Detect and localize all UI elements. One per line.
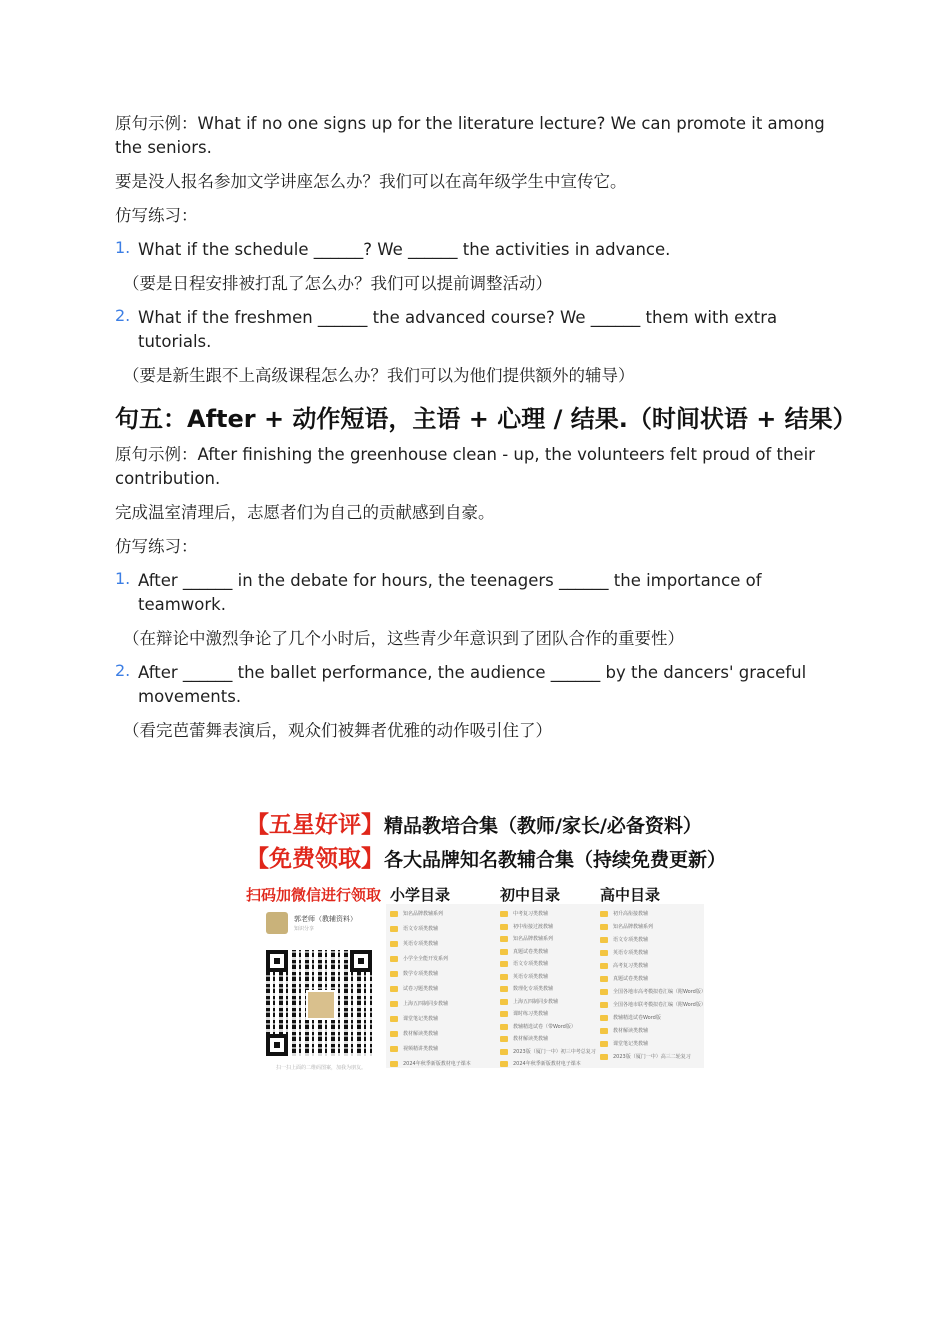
folder-label: 初升高衔接教辅 — [613, 911, 649, 917]
folder-label: 真题试卷类教辅 — [513, 948, 549, 955]
folder-item[interactable] — [600, 1038, 710, 1051]
folder-icon — [390, 956, 398, 962]
folder-icon — [500, 961, 508, 967]
folder-item[interactable] — [600, 921, 710, 934]
folder-item[interactable] — [390, 908, 500, 923]
folder-label: 试卷习题类教辅 — [403, 986, 439, 992]
folder-icon — [500, 924, 508, 930]
column-title-high: 高中目录 — [600, 886, 661, 904]
example-translation-block — [115, 501, 845, 525]
folder-label: 语文专项类教辅 — [513, 961, 549, 967]
promo-banner[interactable] — [246, 804, 727, 1072]
folder-icon — [600, 924, 608, 930]
promo-line-1 — [246, 806, 702, 839]
folder-item[interactable] — [500, 1046, 610, 1059]
folder-label: 知名品牌教辅系列 — [513, 936, 554, 942]
example-block-4 — [115, 112, 845, 160]
folder-item[interactable] — [500, 908, 610, 921]
folder-icon — [500, 974, 508, 980]
promo-line-1-tag: 【五星好评】 — [246, 811, 384, 838]
folder-label: 2023版（厦门一中）高三二轮复习 — [613, 1054, 691, 1060]
folder-label: 课时练习类教辅 — [513, 1011, 549, 1017]
folder-label: 语文专项类教辅 — [403, 926, 439, 932]
folder-label: 课堂笔记类教辅 — [403, 1016, 439, 1022]
practice-sentence: After ______ the ballet performance, the audience ______ by the dancers' graceful movements. — [138, 663, 807, 706]
example-sentence-en: 原句示例：After finishing the greenhouse clean - up, the volunteers felt proud of their contribution. — [115, 445, 815, 488]
qr-code[interactable] — [266, 950, 372, 1056]
practice-hint — [115, 627, 845, 651]
promo-line-2-text: 各大品牌知名教辅合集（持续免费更新） — [384, 849, 727, 871]
folder-label: 教辅精选试卷（带Word版） — [513, 1023, 576, 1030]
folder-label: 中考复习类教辅 — [513, 911, 549, 917]
folder-icon — [500, 1036, 508, 1042]
folder-label: 英语专项类教辅 — [403, 941, 439, 947]
qr-finder — [266, 950, 288, 972]
scan-instruction: 扫码加微信进行领取 — [246, 886, 382, 904]
folder-item[interactable] — [390, 1043, 500, 1058]
folder-label: 视频精讲类教辅 — [403, 1046, 439, 1052]
folder-icon — [390, 911, 398, 917]
qr-caption: 扫一扫上面的二维码图案，加我为朋友。 — [276, 1065, 367, 1071]
folder-icon — [390, 971, 398, 977]
item-number: 1. — [115, 238, 131, 257]
folder-icon — [390, 941, 398, 947]
folder-label: 2024年秋季新版教材电子课本 — [513, 1061, 581, 1067]
section-heading: 句五：After + 动作短语，主语 + 心理 / 结果.（时间状语 + 结果） — [115, 405, 857, 433]
folder-label: 数学专项类教辅 — [403, 971, 439, 977]
folder-icon — [600, 989, 608, 995]
practice-label: 仿写练习： — [115, 537, 198, 556]
practice-label: 仿写练习： — [115, 206, 198, 225]
folder-label: 语文专项类教辅 — [613, 937, 649, 943]
folder-item[interactable] — [600, 999, 710, 1012]
practice-hint-text: （看完芭蕾舞表演后，观众们被舞者优雅的动作吸引住了） — [123, 721, 552, 740]
promo-line-1-text: 精品教培合集（教师/家长/必备资料） — [384, 815, 702, 837]
folder-item[interactable] — [390, 998, 500, 1013]
folder-item[interactable] — [500, 971, 610, 984]
folder-label: 高考复习类教辅 — [613, 963, 649, 969]
practice-sentence: After ______ in the debate for hours, the teenagers ______ the importance of teamwork. — [138, 571, 762, 614]
folder-label: 教材解读类教辅 — [513, 1036, 549, 1042]
example-translation-block — [115, 170, 845, 194]
item-number: 2. — [115, 306, 131, 325]
practice-item — [115, 238, 845, 262]
folder-icon — [390, 1031, 398, 1037]
folder-icon — [390, 926, 398, 932]
qr-finder — [266, 1034, 288, 1056]
folder-icon — [500, 1011, 508, 1017]
folder-item[interactable] — [600, 986, 710, 999]
folder-icon — [500, 999, 508, 1005]
folder-item[interactable] — [500, 1058, 610, 1071]
practice-hint — [115, 364, 845, 388]
folder-item[interactable] — [390, 923, 500, 938]
example-block-5 — [115, 443, 845, 491]
folder-label: 教材解读类教辅 — [613, 1028, 649, 1034]
folder-item[interactable] — [390, 1058, 500, 1073]
example-sentence-en: 原句示例：What if no one signs up for the literature lecture? We can promote it among the seniors. — [115, 114, 825, 157]
folder-item[interactable] — [390, 968, 500, 983]
folder-label: 2024年秋季新版教材电子课本 — [403, 1061, 471, 1067]
folder-icon — [600, 1054, 608, 1060]
practice-item — [115, 569, 845, 617]
folder-label: 课堂笔记类教辅 — [613, 1041, 649, 1047]
practice-item — [115, 661, 845, 709]
folder-icon — [600, 1015, 608, 1021]
practice-hint — [115, 719, 845, 743]
folder-icon — [500, 1024, 508, 1030]
practice-hint-text: （要是新生跟不上高级课程怎么办？我们可以为他们提供额外的辅导） — [123, 366, 635, 385]
folder-item[interactable] — [500, 983, 610, 996]
example-sentence-zh: 完成温室清理后，志愿者们为自己的贡献感到自豪。 — [115, 503, 495, 522]
avatar — [266, 912, 288, 934]
folder-label: 全国各地市联考模拟卷汇编（附Word版） — [613, 1002, 706, 1008]
folder-icon — [600, 950, 608, 956]
folder-item[interactable] — [600, 973, 710, 986]
folder-icon — [600, 1041, 608, 1047]
folder-item[interactable] — [500, 996, 610, 1009]
folder-icon — [600, 937, 608, 943]
column-title-middle: 初中目录 — [500, 886, 561, 904]
folder-item[interactable] — [500, 933, 610, 946]
folder-item[interactable] — [390, 1013, 500, 1028]
folder-item[interactable] — [600, 1025, 710, 1038]
item-number: 1. — [115, 569, 131, 588]
folder-item[interactable] — [600, 1051, 710, 1064]
folder-item[interactable] — [390, 1028, 500, 1043]
folder-item[interactable] — [600, 1012, 710, 1025]
folder-label: 英语专项类教辅 — [613, 950, 649, 956]
folder-icon — [500, 936, 508, 942]
folder-icon — [390, 986, 398, 992]
folder-icon — [500, 1049, 508, 1055]
folder-list-high — [600, 908, 710, 1064]
folder-item[interactable] — [500, 1033, 610, 1046]
folder-list-middle — [500, 908, 610, 1071]
folder-list-primary — [390, 908, 500, 1073]
folder-icon — [500, 986, 508, 992]
qr-finder — [350, 950, 372, 972]
folder-label: 全国各地市高考模拟卷汇编（附Word版） — [613, 989, 706, 995]
folder-label: 英语专项类教辅 — [513, 973, 549, 980]
folder-item[interactable] — [600, 934, 710, 947]
folder-icon — [500, 949, 508, 955]
practice-label-block — [115, 204, 845, 228]
practice-hint-text: （要是日程安排被打乱了怎么办？我们可以提前调整活动） — [123, 274, 552, 293]
folder-label: 2023版（厦门一中）初三中考总复习 — [513, 1048, 596, 1055]
folder-label: 小学全全能开发系列 — [403, 956, 449, 962]
folder-item[interactable] — [390, 938, 500, 953]
folder-item[interactable] — [500, 921, 610, 934]
folder-item[interactable] — [500, 946, 610, 959]
practice-item — [115, 306, 845, 354]
folder-icon — [600, 963, 608, 969]
document-body — [115, 112, 857, 753]
folder-item[interactable] — [500, 958, 610, 971]
folder-icon — [390, 1016, 398, 1022]
teacher-name: 郭老师（教辅资料） — [294, 915, 357, 923]
folder-item[interactable] — [390, 953, 500, 968]
teacher-subtitle: 知识分享 — [294, 926, 315, 932]
example-sentence-zh: 要是没人报名参加文学讲座怎么办？我们可以在高年级学生中宣传它。 — [115, 172, 627, 191]
folder-icon — [390, 1046, 398, 1052]
folder-label: 数理化专项类教辅 — [513, 986, 554, 992]
folder-label: 知名品牌教辅系列 — [403, 911, 444, 917]
practice-hint — [115, 272, 845, 296]
practice-label-block — [115, 535, 845, 559]
column-title-primary: 小学目录 — [390, 886, 451, 904]
folder-label: 知名品牌教辅系列 — [613, 924, 654, 930]
folder-label: 上海五四制同步教辅 — [513, 998, 559, 1005]
folder-icon — [600, 1028, 608, 1034]
folder-item[interactable] — [390, 983, 500, 998]
folder-label: 初中衔接过渡教辅 — [513, 923, 554, 930]
promo-line-2 — [246, 840, 726, 873]
folder-icon — [500, 911, 508, 917]
practice-sentence: What if the freshmen ______ the advanced course? We ______ them with extra tutorials. — [138, 308, 778, 351]
folder-item[interactable] — [600, 947, 710, 960]
practice-hint-text: （在辩论中激烈争论了几个小时后，这些青少年意识到了团队合作的重要性） — [123, 629, 684, 648]
folder-item[interactable] — [600, 908, 710, 921]
folder-icon — [600, 911, 608, 917]
folder-item[interactable] — [600, 960, 710, 973]
qr-center-avatar — [306, 990, 336, 1020]
folder-label: 教辅精选试卷Word版 — [613, 1015, 661, 1021]
promo-line-2-tag: 【免费领取】 — [246, 845, 384, 872]
folder-label: 上海五四制同步教辅 — [403, 1001, 449, 1007]
folder-item[interactable] — [500, 1021, 610, 1034]
folder-icon — [600, 976, 608, 982]
folder-item[interactable] — [500, 1008, 610, 1021]
practice-sentence: What if the schedule ______? We ______ the activities in advance. — [138, 240, 671, 259]
folder-icon — [390, 1001, 398, 1007]
folder-icon — [600, 1002, 608, 1008]
folder-icon — [390, 1061, 398, 1067]
folder-label: 教材解读类教辅 — [403, 1031, 439, 1037]
item-number: 2. — [115, 661, 131, 680]
folder-label: 真题试卷类教辅 — [613, 976, 649, 982]
folder-icon — [500, 1061, 508, 1067]
